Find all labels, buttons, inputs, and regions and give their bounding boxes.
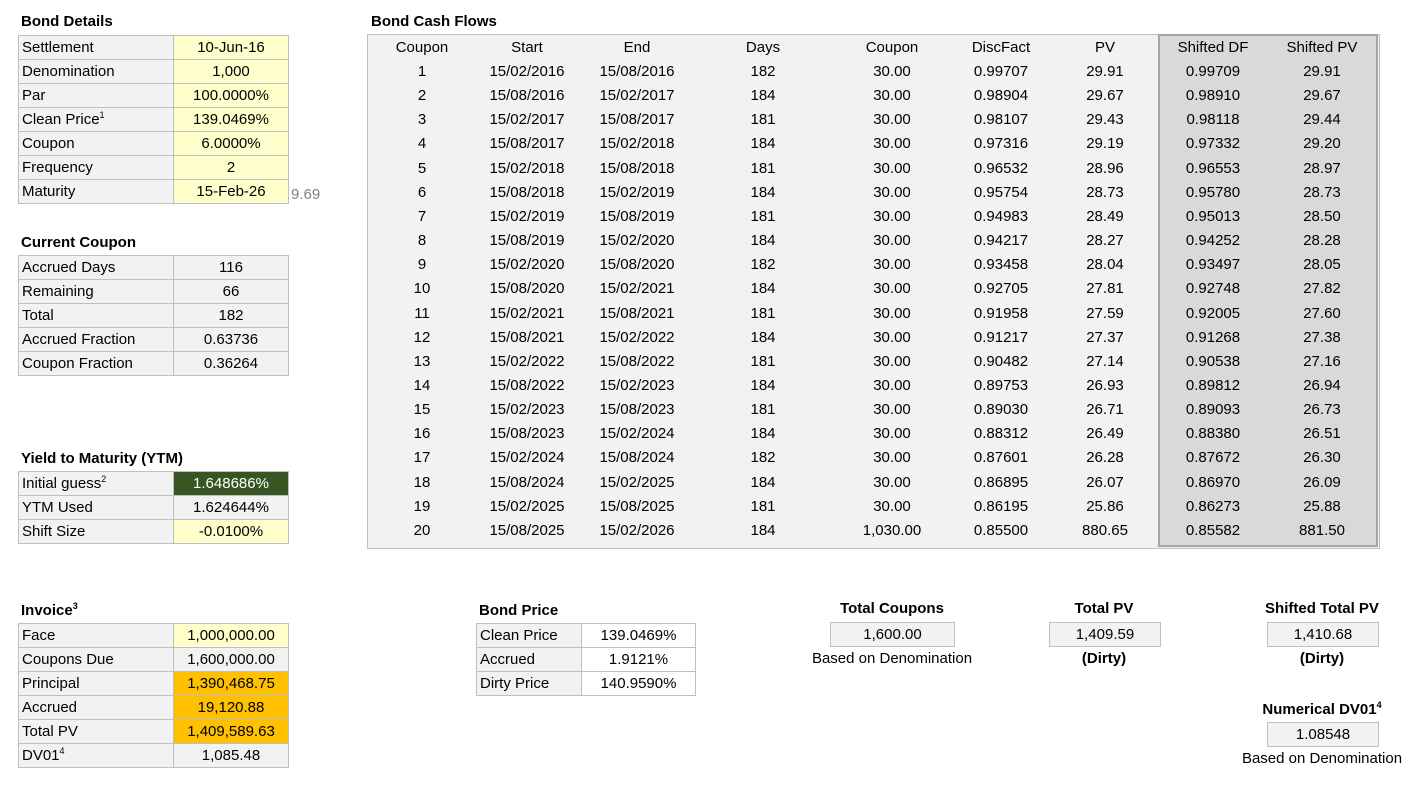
coupon-amount[interactable]: 30.00: [873, 256, 911, 273]
end-date[interactable]: 15/02/2026: [599, 522, 675, 539]
shifted-total-pv-value[interactable]: 1,410.68: [1267, 622, 1379, 647]
ytm-title: Yield to Maturity (YTM): [21, 450, 183, 467]
table-row: [19, 696, 289, 720]
table-row: [19, 648, 289, 672]
coupon-amount[interactable]: 30.00: [873, 280, 911, 297]
coupon-value[interactable]: 6.0000%: [174, 132, 289, 156]
coupons-due-value[interactable]: 1,600,000.00: [174, 648, 289, 672]
initial-guess-label: Initial guess$^2$: [19, 472, 174, 496]
pv[interactable]: 28.04: [1086, 256, 1124, 273]
total-label: Total: [19, 304, 174, 328]
shift-size-value[interactable]: -0.0100%: [174, 520, 289, 544]
coupon-number[interactable]: 16: [413, 425, 431, 442]
pv[interactable]: 26.28: [1086, 449, 1124, 466]
shifted-pv[interactable]: 28.28: [1303, 232, 1341, 249]
table-row: [477, 648, 696, 672]
shifted-pv[interactable]: 26.94: [1303, 377, 1341, 394]
shifted-df[interactable]: 0.95780: [1185, 184, 1241, 201]
days[interactable]: 181: [750, 353, 776, 370]
end-date[interactable]: 15/08/2025: [599, 498, 675, 515]
table-row: [477, 672, 696, 696]
shifted-df[interactable]: 0.86273: [1185, 498, 1241, 515]
disc-fact[interactable]: 0.92705: [973, 280, 1029, 297]
maturity-label: Maturity: [19, 180, 174, 204]
accrued-label: Accrued: [19, 696, 174, 720]
table-header: [0, 36, 1419, 60]
invoice-table: [18, 623, 289, 768]
end-date[interactable]: 15/02/2022: [599, 329, 675, 346]
total-coupons-title: Total Coupons: [840, 600, 944, 617]
coupon-number[interactable]: 6: [417, 184, 427, 201]
denomination-value[interactable]: 1,000: [174, 60, 289, 84]
shifted-pv[interactable]: 26.09: [1303, 474, 1341, 491]
accrued-fraction-value[interactable]: 0.63736: [174, 328, 289, 352]
coupon-label: Coupon: [19, 132, 174, 156]
coupon-number[interactable]: 5: [417, 160, 427, 177]
start-date[interactable]: 15/08/2016: [489, 87, 565, 104]
principal-value[interactable]: 1,390,468.75: [174, 672, 289, 696]
shifted-df[interactable]: 0.87672: [1185, 449, 1241, 466]
shifted-df[interactable]: 0.93497: [1185, 256, 1241, 273]
total-coupons-note: Based on Denomination: [811, 650, 973, 667]
frequency-value[interactable]: 2: [174, 156, 289, 180]
start-date[interactable]: 15/08/2017: [489, 135, 565, 152]
start-date[interactable]: 15/02/2017: [489, 111, 565, 128]
shifted-pv[interactable]: 29.20: [1303, 135, 1341, 152]
coupon-amount[interactable]: 30.00: [873, 353, 911, 370]
face-label: Face: [19, 624, 174, 648]
coupon-fraction-label: Coupon Fraction: [19, 352, 174, 376]
disc-fact[interactable]: 0.89030: [973, 401, 1029, 418]
days[interactable]: 184: [750, 232, 776, 249]
shifted-df[interactable]: 0.97332: [1185, 135, 1241, 152]
days[interactable]: 184: [750, 280, 776, 297]
disc-fact[interactable]: 0.88312: [973, 425, 1029, 442]
end-date[interactable]: 15/02/2018: [599, 135, 675, 152]
table-row: [0, 422, 1419, 446]
start-date[interactable]: 15/02/2025: [489, 498, 565, 515]
numerical-dv01-note: Based on Denomination: [1241, 750, 1403, 767]
table-row: [0, 157, 1419, 181]
disc-fact[interactable]: 0.87601: [973, 449, 1029, 466]
start-date[interactable]: 15/02/2023: [489, 401, 565, 418]
bp-dirty-price-value[interactable]: 140.9590%: [582, 672, 696, 696]
shifted-pv[interactable]: 26.30: [1303, 449, 1341, 466]
total-pv-label: Total PV: [19, 720, 174, 744]
coupon-amount[interactable]: 30.00: [873, 498, 911, 515]
days[interactable]: 184: [750, 377, 776, 394]
start-date[interactable]: 15/02/2021: [489, 305, 565, 322]
accrued-days-label: Accrued Days: [19, 256, 174, 280]
shifted-pv[interactable]: 27.82: [1303, 280, 1341, 297]
shifted-pv[interactable]: 27.38: [1303, 329, 1341, 346]
par-value[interactable]: 100.0000%: [174, 84, 289, 108]
start-date[interactable]: 15/02/2016: [489, 63, 565, 80]
par-label: Par: [19, 84, 174, 108]
coupon-number[interactable]: 20: [413, 522, 431, 539]
header-disc-fact: DiscFact: [971, 39, 1031, 56]
shifted-df[interactable]: 0.98118: [1186, 111, 1240, 128]
coupon-amount[interactable]: 30.00: [873, 184, 911, 201]
header-coupon-amount: Coupon: [865, 39, 919, 56]
disc-fact[interactable]: 0.93458: [973, 256, 1029, 273]
disc-fact[interactable]: 0.98904: [973, 87, 1029, 104]
shifted-df[interactable]: 0.94252: [1185, 232, 1241, 249]
coupon-number[interactable]: 10: [413, 280, 431, 297]
bond-price-title: Bond Price: [479, 602, 559, 619]
table-row: [0, 181, 1419, 205]
header-end-date: End: [623, 39, 651, 56]
shifted-df[interactable]: 0.98910: [1185, 87, 1241, 104]
shifted-df[interactable]: 0.92005: [1185, 305, 1241, 322]
disc-fact[interactable]: 0.86895: [973, 474, 1029, 491]
shifted-df[interactable]: 0.88380: [1185, 425, 1241, 442]
end-date[interactable]: 15/08/2019: [599, 208, 675, 225]
coupon-amount[interactable]: 1,030.00: [862, 522, 922, 539]
days[interactable]: 181: [750, 305, 776, 322]
accrued-fraction-label: Accrued Fraction: [19, 328, 174, 352]
disc-fact[interactable]: 0.89753: [973, 377, 1029, 394]
days[interactable]: 181: [750, 401, 776, 418]
header-coupon-number: Coupon: [395, 39, 449, 56]
total-pv-box-value[interactable]: 1,409.59: [1049, 622, 1161, 647]
coupon-number[interactable]: 17: [413, 449, 431, 466]
settlement-value[interactable]: 10-Jun-16: [174, 36, 289, 60]
footnote-marker: 3: [72, 601, 78, 611]
days[interactable]: 184: [750, 135, 776, 152]
pv[interactable]: 27.37: [1086, 329, 1124, 346]
pv[interactable]: 29.19: [1086, 135, 1124, 152]
shifted-pv[interactable]: 28.05: [1303, 256, 1341, 273]
days[interactable]: 184: [750, 184, 776, 201]
numerical-dv01-value[interactable]: 1.08548: [1267, 722, 1379, 747]
table-row: [0, 253, 1419, 277]
coupon-fraction-value[interactable]: 0.36264: [174, 352, 289, 376]
dv01-value[interactable]: 1,085.48: [174, 744, 289, 768]
days[interactable]: 181: [750, 208, 776, 225]
shifted-pv[interactable]: 28.97: [1303, 160, 1341, 177]
table-row: [0, 326, 1419, 350]
start-date[interactable]: 15/08/2024: [489, 474, 565, 491]
shifted-df[interactable]: 0.96553: [1185, 160, 1241, 177]
shifted-df[interactable]: 0.89812: [1185, 377, 1241, 394]
days[interactable]: 184: [750, 474, 776, 491]
table-row: [0, 132, 1419, 156]
coupon-number[interactable]: 15: [413, 401, 431, 418]
shifted-pv[interactable]: 29.44: [1303, 111, 1341, 128]
disc-fact[interactable]: 0.95754: [973, 184, 1029, 201]
coupon-number[interactable]: 14: [413, 377, 431, 394]
end-date[interactable]: 15/08/2022: [599, 353, 675, 370]
header-start-date: Start: [511, 39, 543, 56]
disc-fact[interactable]: 0.91217: [973, 329, 1029, 346]
table-row: [0, 519, 1419, 543]
days[interactable]: 184: [750, 87, 776, 104]
shifted-pv[interactable]: 28.73: [1303, 184, 1341, 201]
pv[interactable]: 28.49: [1086, 208, 1124, 225]
frequency-label: Frequency: [19, 156, 174, 180]
shifted-df[interactable]: 0.90538: [1185, 353, 1241, 370]
shift-size-label: Shift Size: [19, 520, 174, 544]
days[interactable]: 181: [750, 111, 776, 128]
cash-flows-title: Bond Cash Flows: [371, 13, 497, 30]
total-value[interactable]: 182: [174, 304, 289, 328]
coupon-amount[interactable]: 30.00: [873, 208, 911, 225]
start-date[interactable]: 15/02/2020: [489, 256, 565, 273]
clean-price-value[interactable]: 139.0469%: [174, 108, 289, 132]
table-row: [0, 350, 1419, 374]
coupon-number[interactable]: 12: [413, 329, 431, 346]
table-row: [0, 374, 1419, 398]
coupon-number[interactable]: 18: [413, 474, 431, 491]
ytm-used-value[interactable]: 1.624644%: [174, 496, 289, 520]
settlement-label: Settlement: [19, 36, 174, 60]
end-date[interactable]: 15/02/2021: [599, 280, 675, 297]
current-coupon-title: Current Coupon: [21, 234, 136, 251]
pv[interactable]: 26.49: [1086, 425, 1124, 442]
start-date[interactable]: 15/08/2023: [489, 425, 565, 442]
coupon-number[interactable]: 1: [417, 63, 427, 80]
start-date[interactable]: 15/08/2025: [489, 522, 565, 539]
header-days: Days: [745, 39, 781, 56]
table-row: [19, 624, 289, 648]
end-date[interactable]: 15/08/2023: [599, 401, 675, 418]
coupon-number[interactable]: 8: [417, 232, 427, 249]
coupon-amount[interactable]: 30.00: [873, 401, 911, 418]
start-date[interactable]: 15/08/2018: [489, 184, 565, 201]
coupon-number[interactable]: 3: [417, 111, 427, 128]
table-row: [0, 277, 1419, 301]
pv[interactable]: 29.91: [1086, 63, 1124, 80]
shifted-df[interactable]: 0.86970: [1185, 474, 1241, 491]
shifted-pv[interactable]: 25.88: [1303, 498, 1341, 515]
pv[interactable]: 880.65: [1082, 522, 1128, 539]
total-coupons-value[interactable]: 1,600.00: [830, 622, 955, 647]
shifted-pv[interactable]: 26.73: [1303, 401, 1341, 418]
disc-fact[interactable]: 0.94217: [973, 232, 1029, 249]
pv[interactable]: 26.93: [1086, 377, 1124, 394]
shifted-df[interactable]: 0.99709: [1185, 63, 1241, 80]
shifted-pv[interactable]: 26.51: [1303, 425, 1341, 442]
days[interactable]: 182: [750, 256, 776, 273]
end-date[interactable]: 15/02/2024: [599, 425, 675, 442]
coupon-number[interactable]: 11: [414, 305, 430, 322]
initial-guess-value[interactable]: 1.648686%: [174, 472, 289, 496]
shifted-df[interactable]: 0.89093: [1185, 401, 1241, 418]
footnote-marker: 4: [1376, 700, 1382, 710]
pv[interactable]: 28.27: [1086, 232, 1124, 249]
table-row: [19, 672, 289, 696]
disc-fact[interactable]: 0.91958: [973, 305, 1029, 322]
table-row: [0, 205, 1419, 229]
end-date[interactable]: 15/02/2019: [599, 184, 675, 201]
header-shifted-df: Shifted DF: [1177, 39, 1249, 56]
table-row: [0, 398, 1419, 422]
start-date[interactable]: 15/08/2020: [489, 280, 565, 297]
start-date[interactable]: 15/02/2019: [489, 208, 565, 225]
days[interactable]: 182: [750, 63, 776, 80]
coupon-amount[interactable]: 30.00: [873, 160, 911, 177]
accrued-value[interactable]: 19,120.88: [174, 696, 289, 720]
dv01-label: $DV01^4$: [19, 744, 174, 768]
days[interactable]: 184: [750, 522, 776, 539]
table-row: [19, 720, 289, 744]
face-value[interactable]: 1,000,000.00: [174, 624, 289, 648]
bp-dirty-price-label: Dirty Price: [477, 672, 582, 696]
maturity-years-note[interactable]: 9.69: [291, 186, 321, 203]
shifted-df[interactable]: 0.91268: [1185, 329, 1241, 346]
days[interactable]: 184: [750, 329, 776, 346]
coupon-number[interactable]: 13: [413, 353, 431, 370]
pv[interactable]: 26.07: [1086, 474, 1124, 491]
table-row: [0, 108, 1419, 132]
coupon-number[interactable]: 19: [413, 498, 431, 515]
bp-clean-price-label: Clean Price: [477, 624, 582, 648]
days[interactable]: 181: [750, 498, 776, 515]
end-date[interactable]: 15/08/2018: [599, 160, 675, 177]
table-row: [0, 495, 1419, 519]
disc-fact[interactable]: 0.97316: [973, 135, 1029, 152]
coupon-number[interactable]: 2: [417, 87, 427, 104]
footnote-marker: 2: [101, 474, 107, 484]
bp-clean-price-value[interactable]: 139.0469%: [582, 624, 696, 648]
header-pv: PV: [1094, 39, 1115, 56]
coupons-due-label: Coupons Due: [19, 648, 174, 672]
start-date[interactable]: 15/08/2021: [489, 329, 565, 346]
shifted-total-pv-note: (Dirty): [1299, 650, 1345, 667]
bond-details-title: Bond Details: [21, 13, 113, 30]
table-row: [0, 302, 1419, 326]
coupon-amount[interactable]: 30.00: [873, 111, 911, 128]
ytm-used-label: YTM Used: [19, 496, 174, 520]
table-row: [19, 744, 289, 768]
invoice-title: Invoice$^3$: [21, 601, 78, 619]
shifted-df[interactable]: 0.92748: [1185, 280, 1241, 297]
disc-fact[interactable]: 0.94983: [973, 208, 1029, 225]
disc-fact[interactable]: 0.99707: [973, 63, 1029, 80]
start-date[interactable]: 15/02/2024: [489, 449, 565, 466]
shifted-pv[interactable]: 29.91: [1303, 63, 1341, 80]
remaining-value[interactable]: 66: [174, 280, 289, 304]
shifted-total-pv-title: Shifted Total PV: [1265, 600, 1379, 617]
disc-fact[interactable]: 0.90482: [973, 353, 1029, 370]
start-date[interactable]: 15/08/2022: [489, 377, 565, 394]
table-row: [477, 624, 696, 648]
table-row: [0, 60, 1419, 84]
table-row: [0, 229, 1419, 253]
coupon-number[interactable]: 7: [417, 208, 427, 225]
shifted-pv[interactable]: 29.67: [1303, 87, 1341, 104]
days[interactable]: 181: [750, 160, 776, 177]
coupon-number[interactable]: 4: [417, 135, 427, 152]
pv[interactable]: 27.81: [1086, 280, 1124, 297]
coupon-amount[interactable]: 30.00: [873, 474, 911, 491]
end-date[interactable]: 15/08/2024: [599, 449, 675, 466]
shifted-pv[interactable]: 27.16: [1303, 353, 1341, 370]
footnote-marker: 1: [99, 110, 105, 120]
header-shifted-pv: Shifted PV: [1286, 39, 1358, 56]
start-date[interactable]: 15/02/2022: [489, 353, 565, 370]
pv[interactable]: 28.73: [1086, 184, 1124, 201]
principal-label: Principal: [19, 672, 174, 696]
end-date[interactable]: 15/02/2023: [599, 377, 675, 394]
coupon-amount[interactable]: 30.00: [873, 135, 911, 152]
start-date[interactable]: 15/08/2019: [489, 232, 565, 249]
shifted-pv[interactable]: 881.50: [1299, 522, 1345, 539]
end-date[interactable]: 15/08/2021: [599, 305, 675, 322]
pv[interactable]: 26.71: [1086, 401, 1124, 418]
pv[interactable]: 28.96: [1086, 160, 1124, 177]
denomination-label: Denomination: [19, 60, 174, 84]
coupon-number[interactable]: 9: [417, 256, 427, 273]
disc-fact[interactable]: 0.86195: [973, 498, 1029, 515]
coupon-amount[interactable]: 30.00: [873, 425, 911, 442]
coupon-amount[interactable]: 30.00: [873, 377, 911, 394]
coupon-amount[interactable]: 30.00: [873, 63, 911, 80]
shifted-df[interactable]: 0.85582: [1185, 522, 1241, 539]
disc-fact[interactable]: 0.98107: [973, 111, 1029, 128]
clean-price-label: Clean Price$^1$: [19, 108, 174, 132]
numerical-dv01-title: Numerical $DV01^4$: [1262, 700, 1382, 718]
pv[interactable]: 27.14: [1086, 353, 1124, 370]
end-date[interactable]: 15/08/2017: [599, 111, 675, 128]
shifted-pv[interactable]: 28.50: [1303, 208, 1341, 225]
disc-fact[interactable]: 0.85500: [973, 522, 1029, 539]
coupon-amount[interactable]: 30.00: [873, 232, 911, 249]
maturity-value[interactable]: 15-Feb-26: [174, 180, 289, 204]
days[interactable]: 184: [750, 425, 776, 442]
shifted-df[interactable]: 0.95013: [1185, 208, 1241, 225]
table-row: [0, 446, 1419, 470]
total-pv-title: Total PV: [1074, 600, 1134, 617]
end-date[interactable]: 15/08/2016: [599, 63, 675, 80]
bp-accrued-label: Accrued: [477, 648, 582, 672]
accrued-days-value[interactable]: 116: [174, 256, 289, 280]
end-date[interactable]: 15/02/2017: [599, 87, 675, 104]
coupon-amount[interactable]: 30.00: [873, 305, 911, 322]
coupon-amount[interactable]: 30.00: [873, 87, 911, 104]
days[interactable]: 182: [750, 449, 776, 466]
bp-accrued-value[interactable]: 1.9121%: [582, 648, 696, 672]
coupon-amount[interactable]: 30.00: [873, 449, 911, 466]
remaining-label: Remaining: [19, 280, 174, 304]
pv[interactable]: 27.59: [1086, 305, 1124, 322]
start-date[interactable]: 15/02/2018: [489, 160, 565, 177]
footnote-marker: 4: [59, 746, 65, 756]
total-pv-note: (Dirty): [1081, 650, 1127, 667]
end-date[interactable]: 15/08/2020: [599, 256, 675, 273]
table-row: [0, 84, 1419, 108]
coupon-amount[interactable]: 30.00: [873, 329, 911, 346]
pv[interactable]: 29.43: [1086, 111, 1124, 128]
pv[interactable]: 25.86: [1086, 498, 1124, 515]
bond-price-table: [476, 623, 696, 696]
end-date[interactable]: 15/02/2020: [599, 232, 675, 249]
pv[interactable]: 29.67: [1086, 87, 1124, 104]
table-row: [0, 471, 1419, 495]
disc-fact[interactable]: 0.96532: [973, 160, 1029, 177]
shifted-pv[interactable]: 27.60: [1303, 305, 1341, 322]
total-pv-value[interactable]: 1,409,589.63: [174, 720, 289, 744]
end-date[interactable]: 15/02/2025: [599, 474, 675, 491]
